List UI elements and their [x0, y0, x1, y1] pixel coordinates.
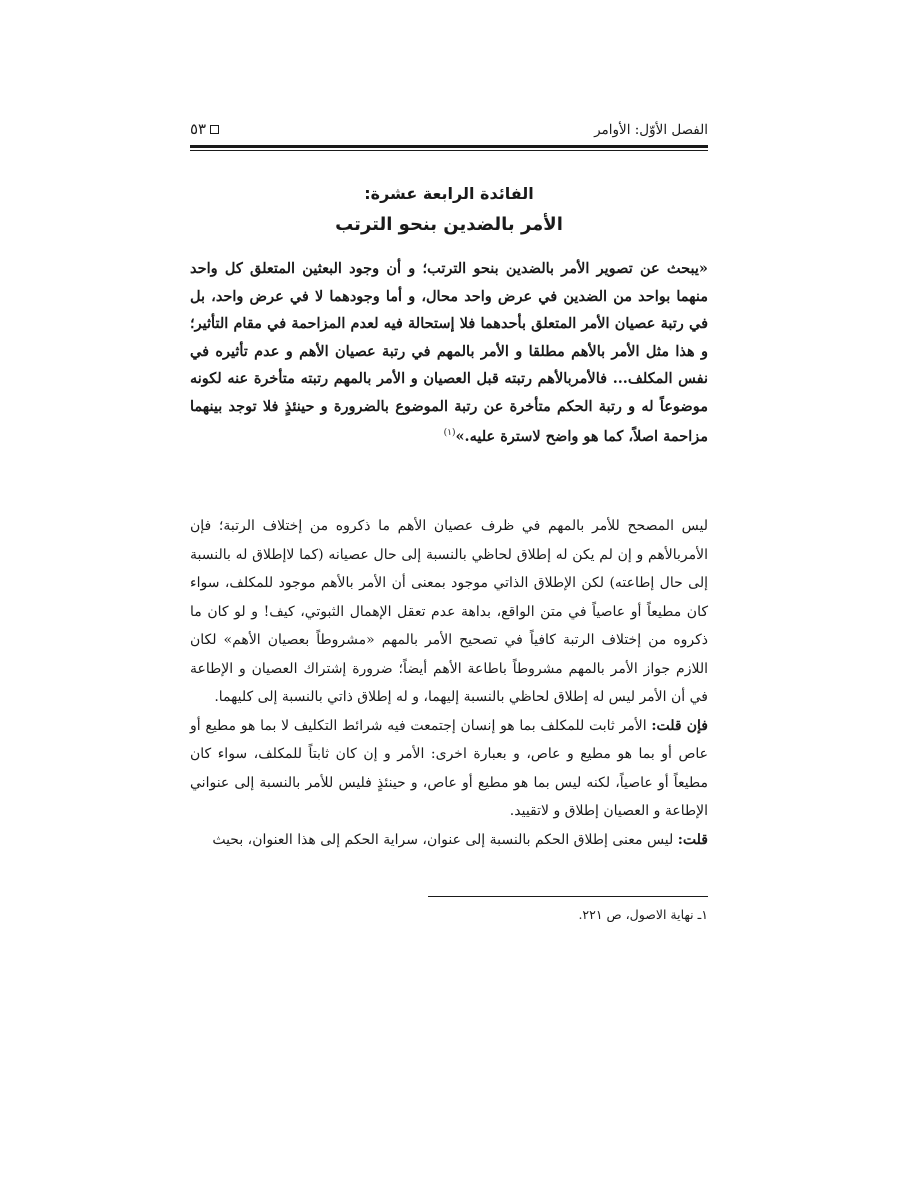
section-heading — [190, 180, 708, 242]
chapter-title: الفصل الأوّل: الأوامر — [594, 122, 708, 138]
page-number — [190, 120, 219, 138]
paragraph-3 — [190, 826, 708, 855]
footnote-separator — [428, 896, 708, 897]
heading-line-2: الأمر بالضدين بنحو الترتب — [335, 214, 563, 235]
paragraph-3-text: ليس معنى إطلاق الحكم بالنسبة إلى عنوان، سراية الحكم إلى هذا العنوان، بحيث — [212, 831, 678, 848]
paragraph-2 — [190, 712, 708, 826]
running-header — [190, 118, 708, 142]
heading-line-1: الفائدة الرابعة عشرة: — [364, 184, 534, 203]
body-text — [190, 512, 708, 854]
header-rule-thin — [190, 150, 708, 151]
paragraph-1-text: ليس المصحح للأمر بالمهم في ظرف عصيان الأهم ما ذكروه من إختلاف الرتبة؛ فإن الأمربالأهم و إن لم يكن له إطلاق لحاظي بالنسبة إلى حال عصيانه (كما لاإطلاق له بالنسبة إلى حال إطاعته) لكن الإطلاق الذاتي موجود بمعنى أن الأمر بالأهم موجود للمكلف، سواء كان مطيعاً أو عاصياً في متن الواقع، بداهة عدم تعقل الإهمال الثبوتي، كيف! و لو كان ما ذكروه من إختلاف الرتبة كافياً في تصحيح الأمر بالمهم «مشروطاً بعصيان الأهم» لكان اللازم جواز الأمر بالمهم مشروطاً باطاعة الأهم أيضاً؛ ضرورة إشتراك العصيان و الإطاعة في أن الأمر ليس له إطلاق لحاظي بالنسبة إليهما، و له إطلاق ذاتي بالنسبة إلى كليهما. — [190, 518, 708, 705]
footnote: ١ـ نهاية الاصول، ص ٢٢١. — [578, 907, 708, 922]
paragraph-1 — [190, 512, 708, 712]
paragraph-2-text: الأمر ثابت للمكلف بما هو إنسان إجتمعت فيه شرائط التكليف لا بما هو مطيع أو عاص أو بما هو مطيع و عاص، و بعبارة اخرى: الأمر و إن كان ثابتاً للمكلف، سواء كان مطيعاً أو عاصياً، لكنه ليس بما هو مطيع أو عاص، و حينئذٍ فليس للأمر بالنسبة إلى عنواني الإطاعة و العصيان إطلاق و لاتقييد. — [190, 717, 708, 819]
paragraph-2-lead: فإن قلت: — [651, 717, 708, 734]
header-rule-thick — [190, 145, 708, 148]
footnote-reference: (١) — [443, 428, 456, 438]
page-number-text: ٥٣ — [190, 120, 207, 138]
book-page — [190, 0, 708, 1200]
square-icon — [210, 125, 219, 134]
quoted-passage — [190, 255, 708, 450]
quote-text: «يبحث عن تصوير الأمر بالضدين بنحو الترتب؛ و أن وجود البعثين المتعلق كل واحد منهما بواحد من الضدين في عرض واحد محال، و أما وجودهما لا في عرض واحد، بل في رتبة عصيان الأمر المتعلق بأحدهما فلا إستحالة فيه لعدم المزاحمة في مقام التأثير؛ و هذا مثل الأمر بالأهم مطلقا و الأمر بالمهم في رتبة عصيان الأهم و عدم تأثيره في نفس المكلف... فالأمربالأهم رتبته قبل العصيان و الأمر بالمهم رتبته متأخرة عنه لكونه موضوعاً له و رتبة الحكم متأخرة عن رتبة الموضوع بالضرورة و حينئذٍ فلا توجد بينهما مزاحمة اصلاً، كما هو واضح لاسترة عليه.» — [190, 260, 708, 445]
paragraph-3-lead: قلت: — [677, 831, 708, 848]
